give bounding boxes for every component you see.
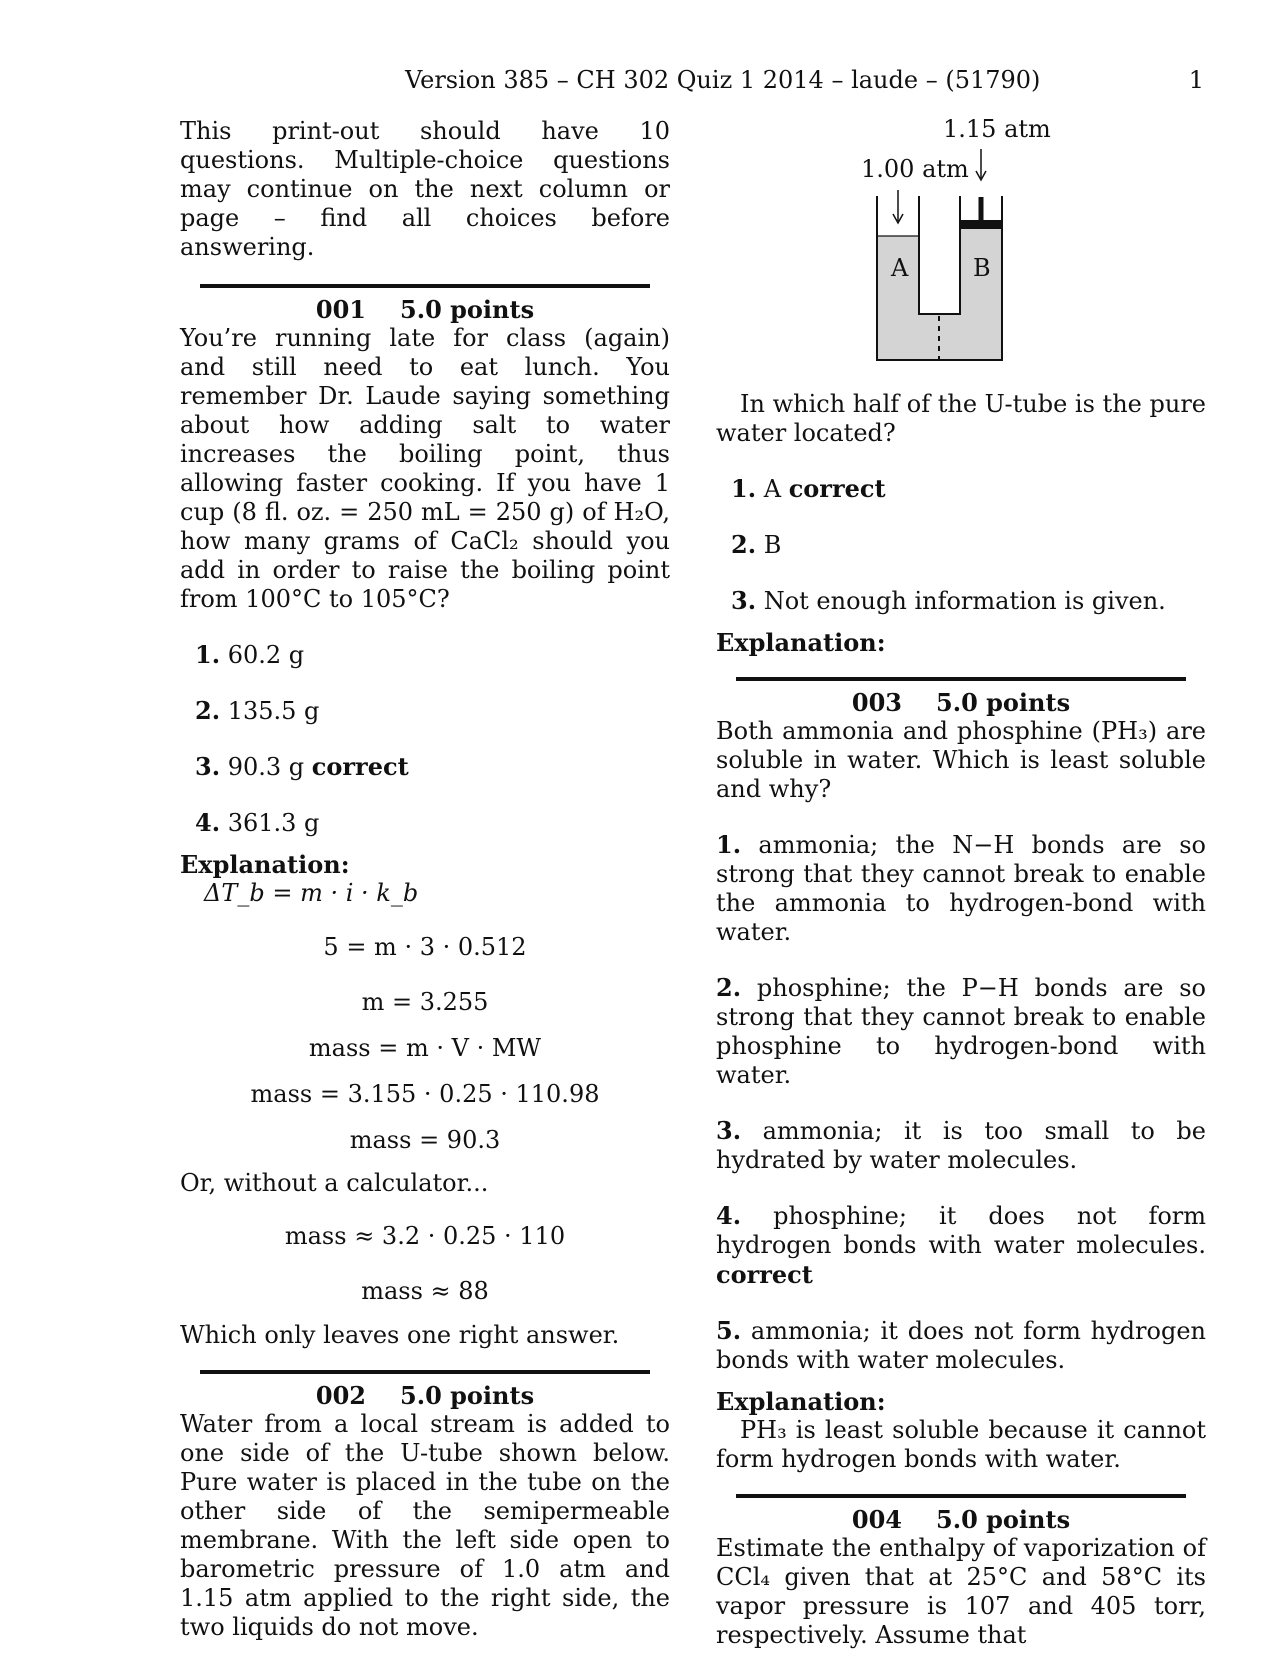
choice-4: 4. phosphine; it does not form hydrogen bonds with water molecules. correct [716,1201,1206,1289]
choice-2: 2. phosphine; the P−H bonds are so strong that they cannot break to enable phosphine to hydrogen-bond with water. [716,973,1206,1089]
u-tube-figure [716,117,1206,377]
question-divider [736,1494,1186,1498]
explanation-text: PH₃ is least soluble because it cannot form hydrogen bonds with water. [716,1416,1206,1473]
right-column [716,117,1206,1650]
choice-2: 2. 135.5 g [195,696,320,725]
equation-6: mass = 90.3 [349,1126,501,1154]
piston-icon [960,220,1002,229]
explanation-label: Explanation: [716,1387,886,1416]
side-b-label: B [973,254,991,282]
question-001-text: You’re running late for class (again) and still need to eat lunch. You remember Dr. Laude saying something about how adding salt to water increases the boiling point, thus allowing faster cooking. If you have 1 cup (8 fl. oz. = 250 mL = 250 g) of H₂O, how many grams of CaCl₂ should you add in order to raise the boiling point from 100°C to 105°C? [180,324,670,613]
correct-tag: correct [788,474,886,503]
question-003-text: Both ammonia and phosphine (PH₃) are soluble in water. Which is least soluble and why? [716,717,1206,803]
page-number: 1 [1188,66,1204,94]
question-points: 5.0 points [936,688,1071,717]
header-title: Version 385 – CH 302 Quiz 1 2014 – laude – (51790) [405,66,1041,94]
question-004-header [716,1505,1206,1534]
explanation-label: Explanation: [716,628,886,657]
question-points: 5.0 points [936,1505,1071,1534]
equation-2: 5 = m · 3 · 0.512 [323,933,527,961]
question-number: 001 [315,295,367,324]
equation-7: mass ≈ 3.2 · 0.25 · 110 [284,1222,566,1250]
choice-1: 1. 60.2 g [195,640,305,669]
closing-text: Which only leaves one right answer. [180,1321,620,1349]
question-001-header [180,295,670,324]
tube-inner-wall [919,196,960,314]
left-column [180,117,670,1642]
choice-3: 3. 90.3 g correct [195,752,409,781]
choice-4: 4. 361.3 g [195,808,320,837]
equation-5: mass = 3.155 · 0.25 · 110.98 [250,1080,600,1108]
question-divider [200,284,650,288]
equation-3: m = 3.255 [361,988,489,1016]
side-a-label: A [891,254,909,282]
question-number: 004 [851,1505,903,1534]
question-004-text: Estimate the enthalpy of vaporization of CCl₄ given that at 25°C and 58°C its vapor pressure is 107 and 405 torr, respectively. Assume that [716,1534,1206,1649]
equation-8: mass ≈ 88 [361,1277,489,1305]
page-header [0,66,1280,98]
equation-4: mass = m · V · MW [308,1034,542,1062]
question-divider [736,677,1186,681]
question-002-header [180,1381,670,1410]
choice-1: 1. ammonia; the N−H bonds are so strong that they cannot break to enable the ammonia to hydrogen-bond with water. [716,830,1206,946]
left-pressure-label: 1.00 atm [861,155,969,183]
intro-text: This print-out should have 10 questions. Multiple-choice questions may continue on the next column or page – find all choices before answering. [180,117,670,261]
question-points: 5.0 points [400,1381,535,1410]
equation-1: ΔT_b = m · i · k_b [204,879,419,907]
question-002-prompt: In which half of the U-tube is the pure water located? [716,390,1206,447]
question-divider [200,1370,650,1374]
question-number: 002 [315,1381,367,1410]
choice-5: 5. ammonia; it does not form hydrogen bonds with water molecules. [716,1316,1206,1374]
question-003-header [716,688,1206,717]
right-pressure-label: 1.15 atm [943,115,1051,143]
correct-tag: correct [716,1260,813,1289]
choice-1: 1. A correct [731,474,886,503]
explanation-label: Explanation: [180,850,350,879]
choice-3: 3. Not enough information is given. [731,586,1166,615]
question-002-text: Water from a local stream is added to one side of the U-tube shown below. Pure water is placed in the tube on the other side of the semipermeable membrane. With the left side open to barometric pressure of 1.0 atm and 1.15 atm applied to the right side, the two liquids do not move. [180,1410,670,1641]
question-points: 5.0 points [400,295,535,324]
choice-3: 3. ammonia; it is too small to be hydrated by water molecules. [716,1116,1206,1174]
choice-2: 2. B [731,530,782,559]
correct-tag: correct [311,752,409,781]
question-number: 003 [851,688,903,717]
or-text: Or, without a calculator... [180,1169,489,1197]
